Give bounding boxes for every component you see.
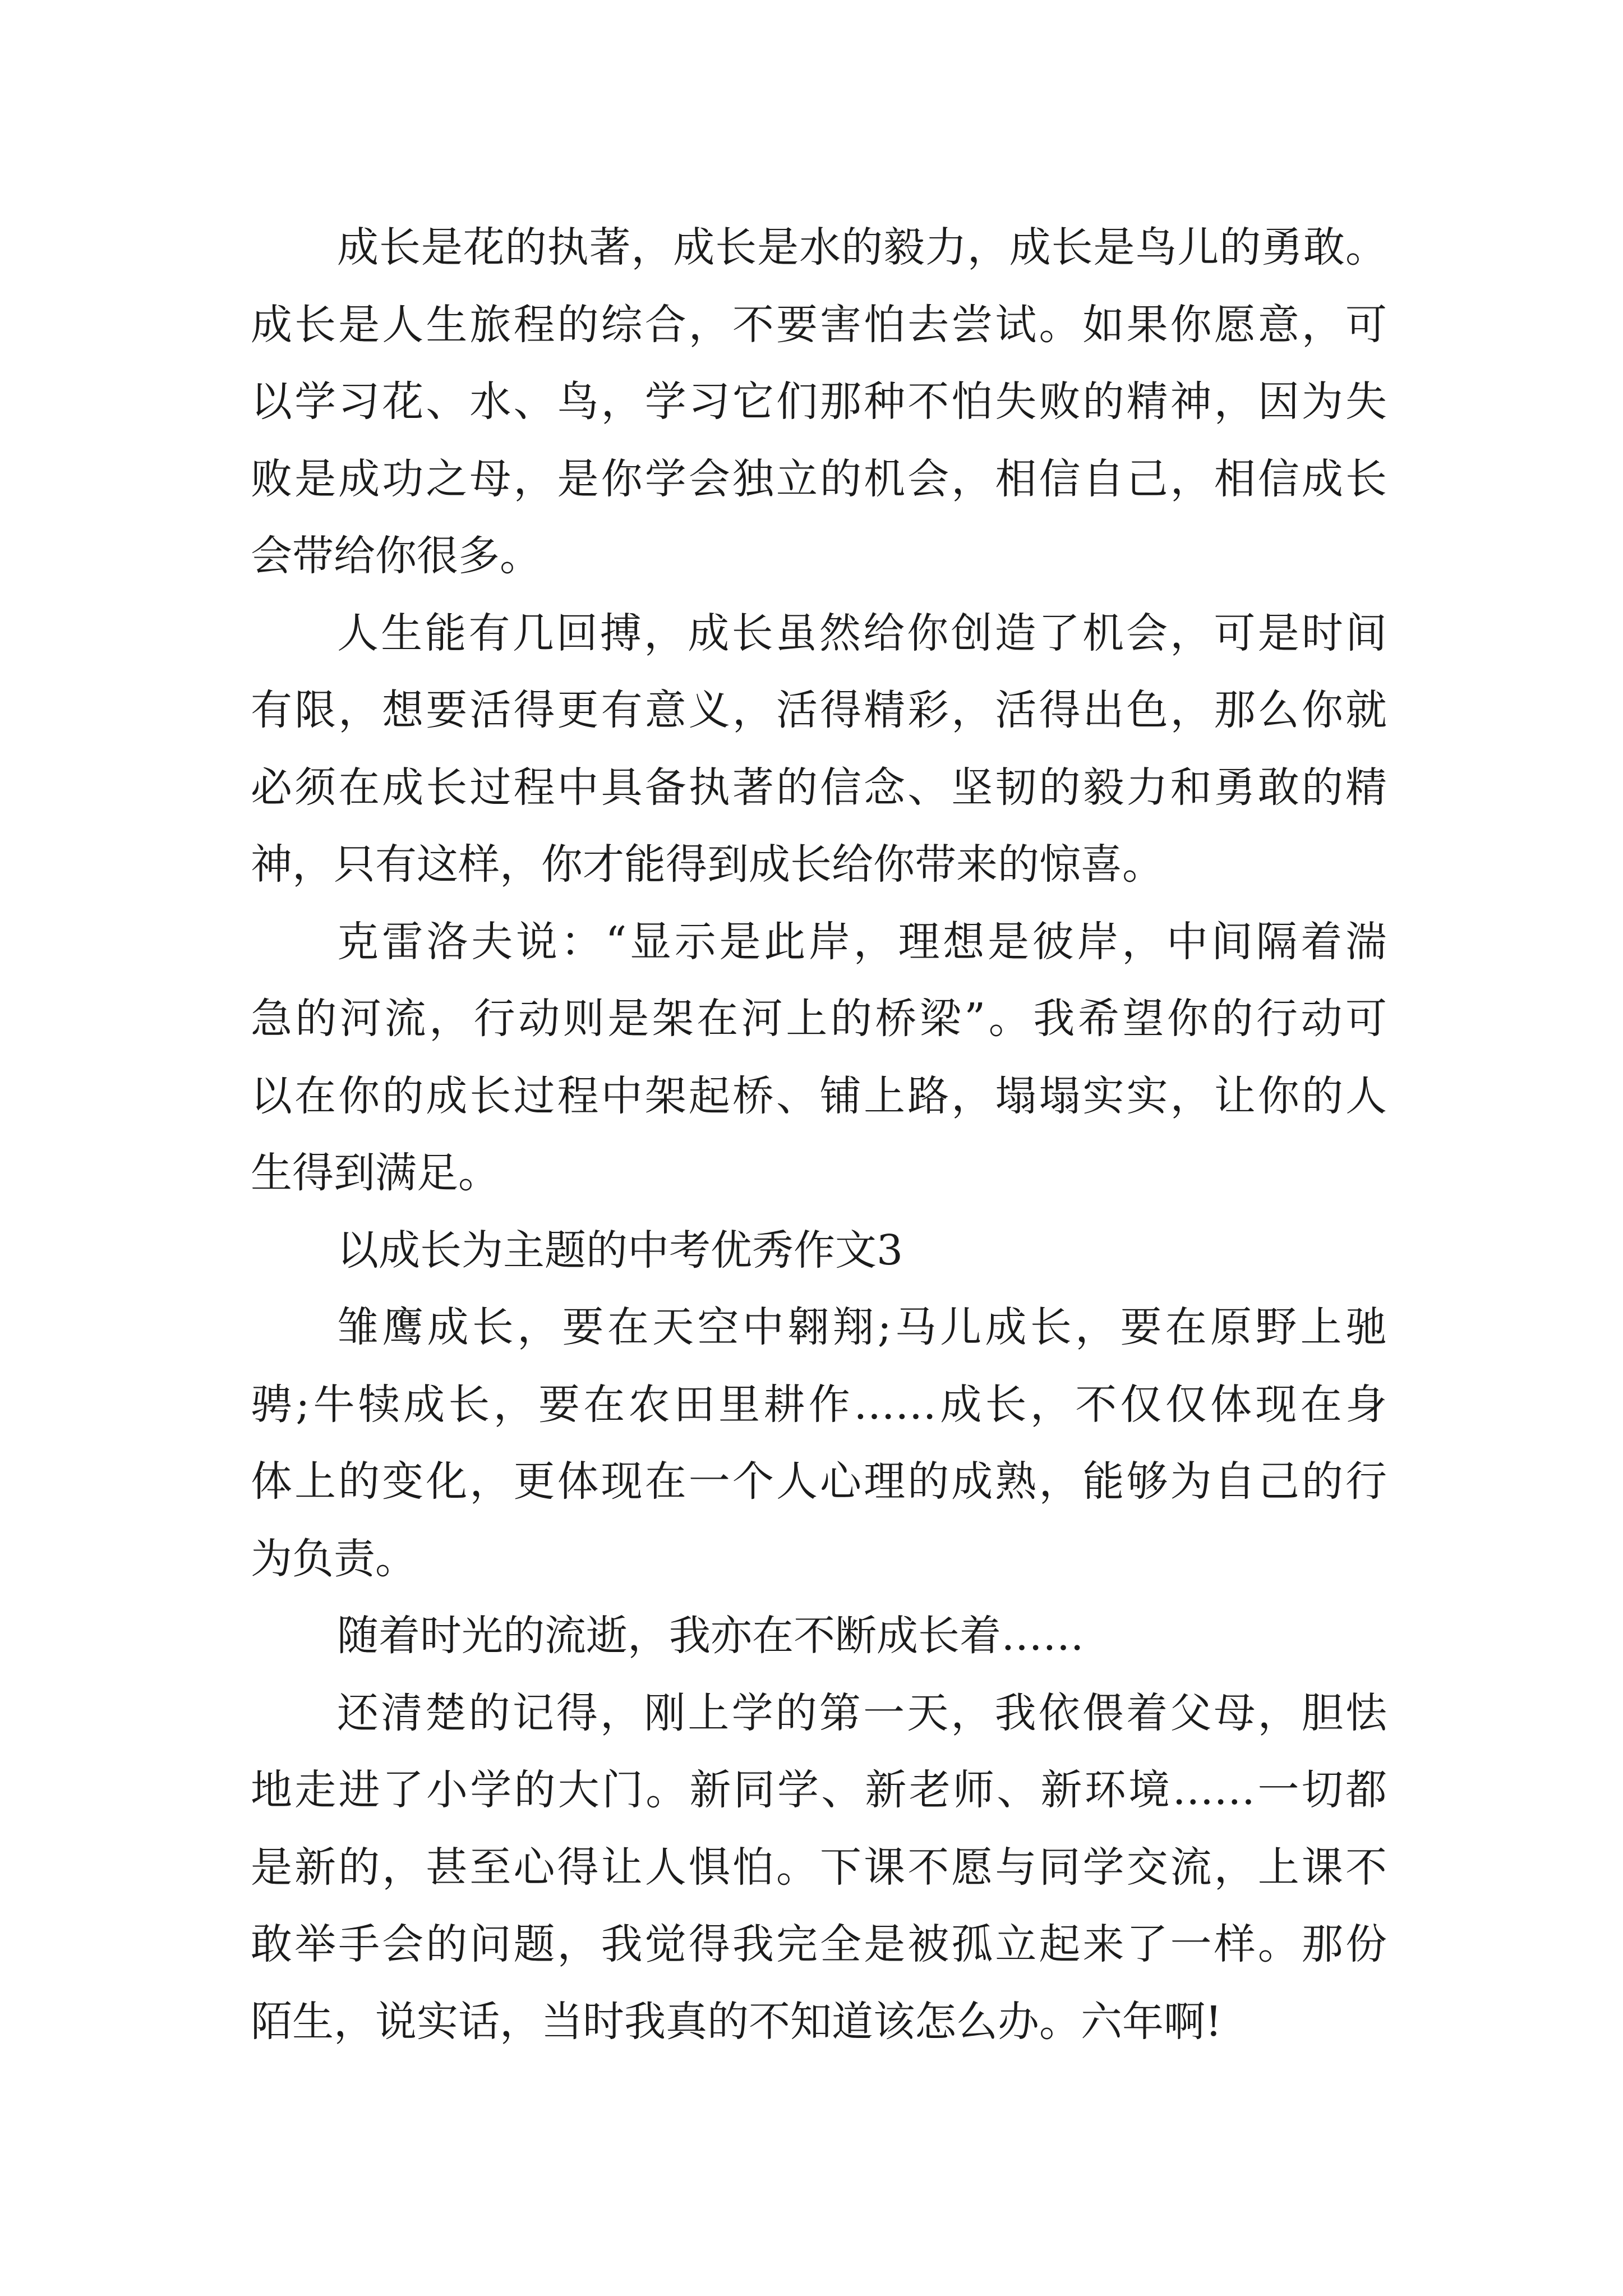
text-line: 为负责。 <box>251 1534 417 1583</box>
text-line: 生得到满足。 <box>251 1149 500 1197</box>
text-line: 以在你的成长过程中架起桥、铺上路，塌塌实实，让你的人 <box>251 1071 1387 1120</box>
text-line: 神，只有这样，你才能得到成长给你带来的惊喜。 <box>251 840 1164 889</box>
text-line: 急的河流，行动则是架在河上的桥梁”。我希望你的行动可 <box>251 995 1387 1043</box>
text-line: 雏鹰成长，要在天空中翱翔;马儿成长，要在原野上驰 <box>337 1303 1387 1351</box>
text-line: 陌生，说实话，当时我真的不知道该怎么办。六年啊! <box>251 1997 1222 2046</box>
text-line: 成长是花的执著，成长是水的毅力，成长是鸟儿的勇敢。 <box>337 223 1387 272</box>
text-line: 必须在成长过程中具备执著的信念、坚韧的毅力和勇敢的精 <box>251 763 1387 812</box>
text-line: 克雷洛夫说：“显示是此岸，理想是彼岸，中间隔着湍 <box>337 917 1387 966</box>
text-line: 会带给你很多。 <box>251 532 541 580</box>
paragraph-4 <box>251 1289 1387 1598</box>
text-line: 随着时光的流逝，我亦在不断成长着…… <box>337 1612 1084 1660</box>
text-line: 成长是人生旅程的综合，不要害怕去尝试。如果你愿意，可 <box>251 300 1387 349</box>
document-body <box>251 209 1387 2060</box>
text-line: 人生能有几回搏，成长虽然给你创造了机会，可是时间 <box>337 609 1387 657</box>
text-line: 还清楚的记得，刚上学的第一天，我依偎着父母，胆怯 <box>337 1688 1387 1737</box>
paragraph-3 <box>251 904 1387 1212</box>
text-line: 敢举手会的问题，我觉得我完全是被孤立起来了一样。那份 <box>251 1920 1387 1968</box>
paragraph-6 <box>251 1675 1387 2061</box>
text-line: 地走进了小学的大门。新同学、新老师、新环境……一切都 <box>251 1766 1387 1814</box>
heading-text: 以成长为主题的中考优秀作文3 <box>337 1226 903 1274</box>
text-line: 有限，想要活得更有意义，活得精彩，活得出色，那么你就 <box>251 686 1387 734</box>
text-line: 骋;牛犊成长，要在农田里耕作……成长，不仅仅体现在身 <box>251 1380 1387 1429</box>
text-line: 体上的变化，更体现在一个人心理的成熟，能够为自己的行 <box>251 1457 1387 1506</box>
text-line: 败是成功之母，是你学会独立的机会，相信自己，相信成长 <box>251 454 1387 503</box>
section-heading <box>251 1212 1387 1290</box>
text-line: 是新的，甚至心得让人惧怕。下课不愿与同学交流，上课不 <box>251 1843 1387 1892</box>
paragraph-2 <box>251 595 1387 904</box>
paragraph-1 <box>251 209 1387 595</box>
text-line: 以学习花、水、鸟，学习它们那种不怕失败的精神，因为失 <box>251 378 1387 426</box>
paragraph-5 <box>251 1598 1387 1675</box>
